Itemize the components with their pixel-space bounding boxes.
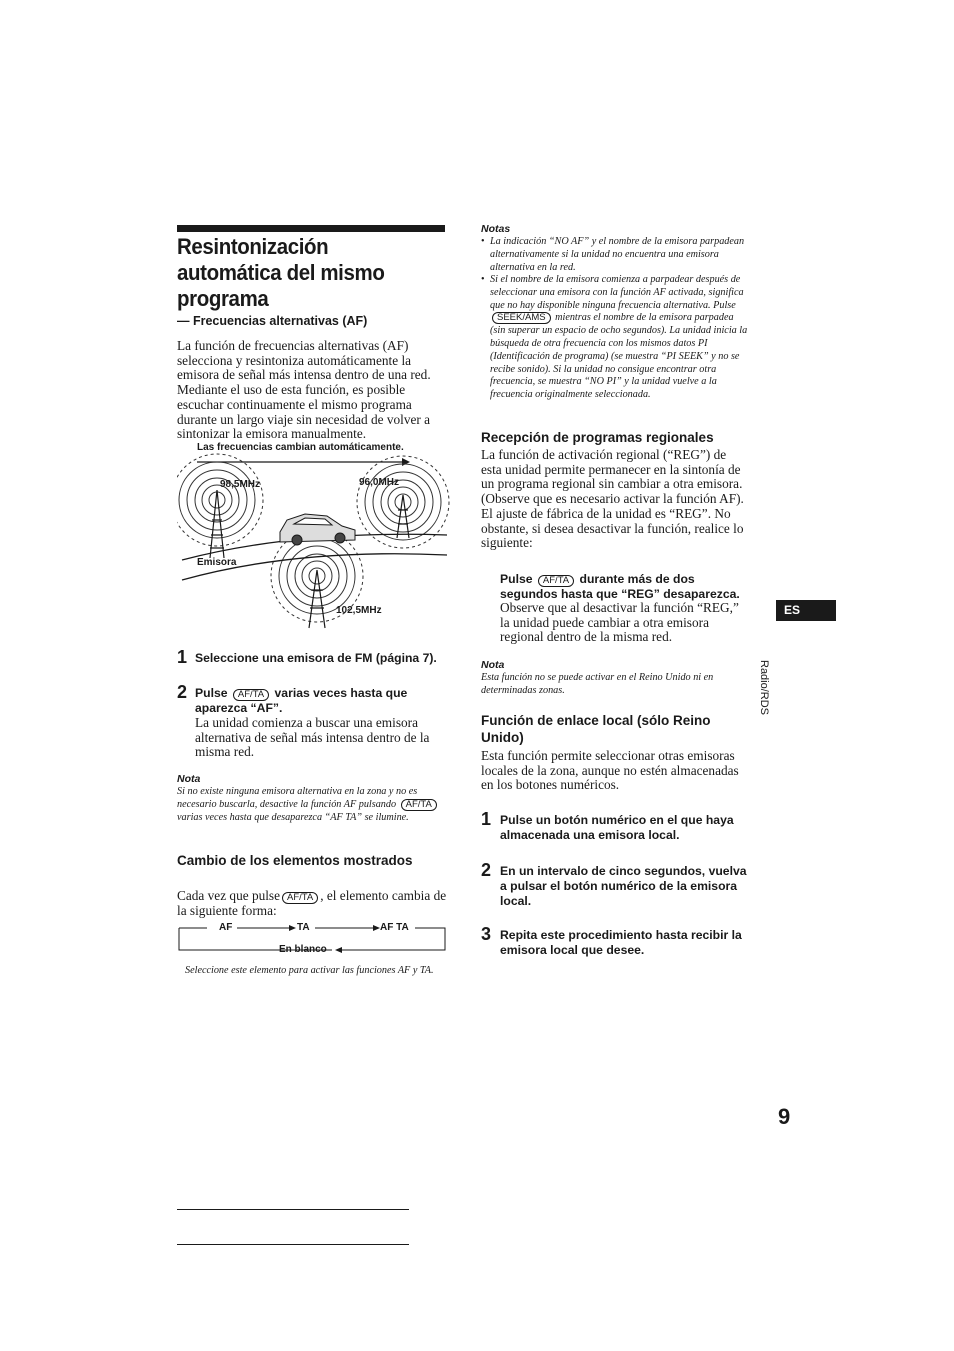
title-rule: [177, 225, 445, 232]
step-1-number: 1: [177, 647, 188, 667]
flow-ta: TA: [297, 922, 310, 933]
freq-label-2: 96,0MHz: [359, 477, 400, 488]
step-2-text: [195, 686, 445, 716]
local-step-3-number: 3: [481, 924, 492, 944]
local-step-1-number: 1: [481, 809, 492, 829]
regional-text: La función de activación regional (“REG”) de esta unidad permite permanecer en la sintonía de un programa regional sin cambiar a otra emisora. (Observe que es necesario activar la función AF). El ajuste de fábrica de la unidad es “REG”. No obstante, si desea desactivar la función, realice lo siguiente:: [481, 447, 744, 551]
bottom-rule-1: [177, 1209, 409, 1210]
local-heading: Función de enlace local (sólo Reino Unido): [481, 713, 711, 745]
step-2-post: varias veces hasta que aparezca “AF”.: [195, 686, 408, 715]
display-footnote: Seleccione este elemento para activar las funciones AF y TA.: [185, 965, 434, 976]
note2-heading: Nota: [481, 659, 505, 671]
regional-detail: Observe que al desactivar la función “REG,” la unidad puede cambiar a otra emisora regional dentro de la misma red.: [500, 600, 739, 645]
local-text: Esta función permite seleccionar otras emisoras locales de la zona, aunque no estén almacenadas en los botones numéricos.: [481, 748, 739, 793]
notes-heading: Notas: [481, 223, 511, 235]
bottom-rule-2: [177, 1244, 409, 1245]
bullet-dot: •: [481, 236, 485, 247]
display-text: [177, 889, 447, 919]
station-label: Emisora: [197, 557, 237, 568]
flow-blank: En blanco: [279, 944, 327, 955]
language-tab: ES: [776, 600, 836, 621]
step-2-pre: Pulse: [195, 686, 228, 700]
step-1-text: Seleccione una emisora de FM (página 7).: [195, 651, 437, 665]
notes-bullet-2: [481, 274, 751, 402]
display-pre: Cada vez que pulse: [177, 888, 281, 903]
note-post: varias veces hasta que desaparezca “AF TA” se ilumine.: [177, 811, 409, 823]
step-2-detail: La unidad comienza a buscar una emisora alternativa de señal más intensa dentro de la misma red.: [195, 715, 430, 760]
af-ta-key: AF/TA: [538, 575, 574, 587]
local-step-2-text: En un intervalo de cinco segundos, vuelva a pulsar el botón numérico de la emisora local.: [500, 864, 747, 908]
seek-ams-key: SEEK/AMS: [492, 312, 551, 324]
display-post: , el elemento cambia de la siguiente forma:: [177, 888, 447, 918]
af-illustration: [177, 440, 452, 630]
step-2-number: 2: [177, 682, 188, 702]
notes-bullet-1: [481, 236, 751, 274]
note-pre: Si no existe ninguna emisora alternativa en la zona y no es necesario buscarla, desactive la función AF pulsando: [177, 786, 418, 810]
af-ta-key: AF/TA: [401, 799, 437, 811]
display-cycle-diagram: [177, 920, 447, 960]
page-title: Resintonización automática del mismo programa: [177, 234, 385, 311]
illustration-caption: Las frecuencias cambian automáticamente.: [197, 442, 404, 453]
local-step-3-text: Repita este procedimiento hasta recibir la emisora local que desee.: [500, 928, 742, 957]
regional-pre: Pulse: [500, 572, 533, 586]
notes-bullet-2-post: mientras el nombre de la emisora parpadea (sin superar un espacio de ocho segundos). La unidad inicia la búsqueda de otra frecuencia con los mismos datos PI (Identificación de programa) (se muestra “PI SEEK” y no se recibe sonido). Si la unidad no consigue encontrar otra frecuencia, se muestra “NO PI” y la unidad vuelve a la frecuencia originalmente seleccionada.: [490, 312, 748, 401]
freq-label-1: 98,5MHz: [220, 479, 261, 490]
freq-label-3: 102,5MHz: [336, 605, 382, 616]
section-label: Radio/RDS: [758, 660, 770, 716]
regional-instruction: [500, 572, 750, 602]
note-heading: Nota: [177, 773, 201, 785]
display-heading: Cambio de los elementos mostrados: [177, 853, 413, 868]
flow-af: AF: [219, 922, 233, 933]
page-number: 9: [778, 1104, 791, 1129]
page-subtitle: — Frecuencias alternativas (AF): [177, 314, 368, 328]
notes-bullet-2-pre: Si el nombre de la emisora comienza a parpadear después de seleccionar una emisora con la función AF activada, significa que no hay disponible ninguna frecuencia alternativa. Pulse: [490, 274, 744, 311]
af-ta-key: AF/TA: [282, 892, 318, 904]
regional-heading: Recepción de programas regionales: [481, 430, 714, 445]
local-step-1-text: Pulse un botón numérico en el que haya almacenada una emisora local.: [500, 813, 734, 842]
flow-afta: AF TA: [380, 922, 409, 933]
regional-bold: durante más de dos segundos hasta que “REG” desaparezca.: [500, 572, 740, 601]
af-diagram: [177, 440, 452, 630]
af-ta-key: AF/TA: [233, 689, 269, 701]
note2-text: Esta función no se puede activar en el Reino Unido ni en determinadas zonas.: [481, 672, 714, 696]
intro-paragraph: La función de frecuencias alternativas (AF) selecciona y resintoniza automáticamente la emisora de señal más intensa dentro de una red. Mediante el uso de esta función, es posible escuchar continuamente el mismo programa durante un largo viaje sin necesidad de volver a sintonizar la emisora manualmente.: [177, 338, 431, 442]
note-text: [177, 786, 447, 824]
notes-bullet-1-text: La indicación “NO AF” y el nombre de la emisora parpadean alternativamente si la unidad no encuentra una emisora alternativa en la red.: [490, 236, 745, 273]
bullet-dot: •: [481, 274, 485, 285]
local-step-2-number: 2: [481, 860, 492, 880]
